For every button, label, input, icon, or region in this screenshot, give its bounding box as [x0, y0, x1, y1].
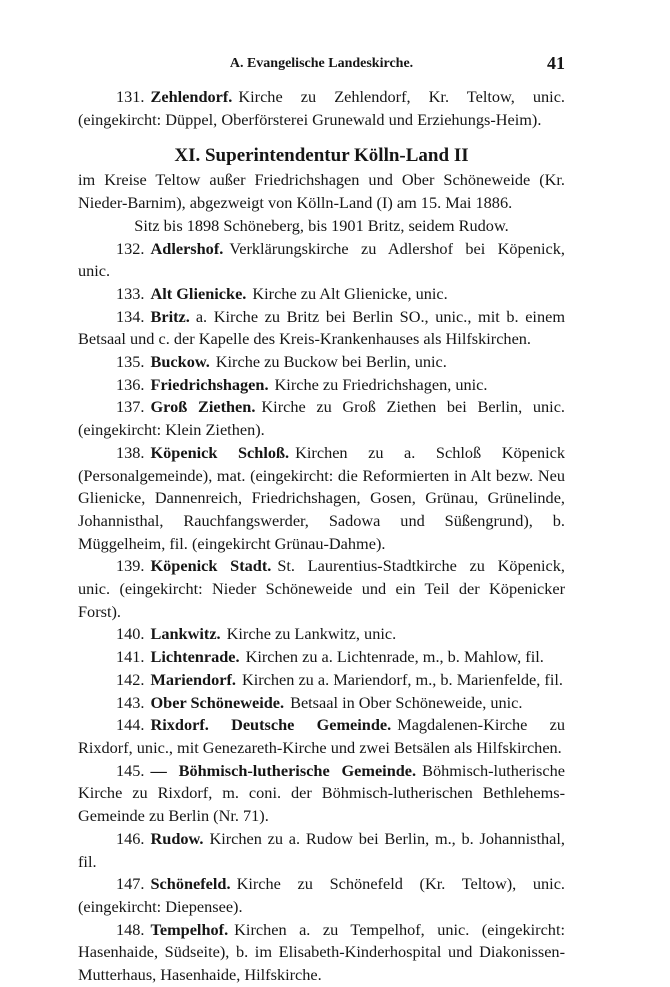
entry-text: Kirche zu Zehlendorf, Kr. Teltow, unic. (eingekircht: Düppel, Oberförsterei Grunewald und Erziehungs-Heim).	[78, 87, 565, 129]
top-entries	[78, 86, 565, 131]
entry-name: — Böhmisch-lutherische Gemeinde.	[150, 760, 417, 780]
parish-entry	[78, 238, 565, 283]
parish-entry	[78, 283, 565, 306]
entry-number: 146.	[116, 828, 145, 848]
entry-text: Verklärungskirche zu Adlershof bei Köpenick, unic.	[78, 238, 565, 281]
entry-number: 139.	[116, 556, 145, 576]
entry-text: Kirchen zu a. Rudow bei Berlin, m., b. Johannisthal, fil.	[78, 828, 565, 871]
parish-entry	[78, 760, 565, 828]
section-title: XI. Superintendentur Kölln-Land II	[174, 145, 469, 167]
entry-text: Betsaal in Ober Schöneweide, unic.	[290, 692, 523, 712]
parish-entry	[78, 669, 565, 692]
parish-entry	[78, 374, 565, 397]
entry-number: 137.	[116, 397, 145, 417]
page-body	[78, 86, 565, 987]
entry-name: Britz.	[150, 306, 190, 326]
entry-text: Kirchen zu a. Mariendorf, m., b. Marienfelde, fil.	[241, 669, 563, 689]
entry-name: Rudow.	[150, 828, 204, 848]
parish-entry	[78, 919, 565, 987]
entry-name: Buckow.	[150, 352, 210, 372]
entry-name: Adlershof.	[150, 238, 224, 258]
entry-number: 131.	[116, 87, 145, 106]
entry-name: Köpenick Schloß.	[150, 442, 290, 462]
entry-name: Lankwitz.	[150, 624, 221, 644]
entry-name: Tempelhof.	[150, 919, 229, 939]
parish-entry	[78, 828, 565, 873]
section-intro: im Kreise Teltow außer Friedrichshagen und Ober Schöneweide (Kr. Nieder-Barnim), abgezweigt von Kölln-Land (I) am 15. Mai 1886.	[78, 170, 565, 213]
parish-entry	[78, 714, 565, 759]
parish-entry	[78, 873, 565, 918]
entry-number: 143.	[116, 692, 145, 712]
entry-number: 141.	[116, 647, 145, 667]
entry-number: 134.	[116, 306, 145, 326]
entry-name: Ober Schöneweide.	[150, 692, 285, 712]
parish-entry	[78, 442, 565, 556]
entry-name: Mariendorf.	[150, 669, 236, 689]
entry-text: Kirche zu Groß Ziethen bei Berlin, unic. (eingekircht: Klein Ziethen).	[78, 397, 565, 440]
entry-number: 147.	[116, 874, 145, 894]
entry-number: 136.	[116, 374, 145, 394]
entry-text: Kirchen zu a. Schloß Köpenick (Personalgemeinde), mat. (eingekircht: die Reformierten in Alt bezw. Neu Glienicke, Dannenreich, Friedrichshagen, Gosen, Grünau, Grünelinde, Johannisthal, Rauchfangswerder, Sadowa und Süßengrund), b. Müggelheim, fil. (eingekircht Grünau-Dahme).	[78, 442, 565, 553]
entry-name: Zehlendorf.	[150, 87, 233, 106]
parish-entry	[78, 351, 565, 374]
section-seat: Sitz bis 1898 Schöneberg, bis 1901 Britz, seidem Rudow.	[134, 215, 509, 235]
parish-entry	[78, 692, 565, 715]
parish-entry	[78, 306, 565, 351]
entry-name: Alt Glienicke.	[150, 283, 247, 303]
entry-number: 144.	[116, 715, 145, 735]
entry-name: Schönefeld.	[150, 874, 231, 894]
entry-text: a. Kirche zu Britz bei Berlin SO., unic., mit b. einem Betsaal und c. der Kapelle des Kreis-Krankenhauses als Hilfskirchen.	[78, 306, 565, 349]
parish-entry	[78, 86, 565, 131]
entry-name: Rixdorf. Deutsche Gemeinde.	[150, 715, 392, 735]
page-header	[78, 52, 565, 76]
parish-entry	[78, 623, 565, 646]
entry-number: 145.	[116, 760, 145, 780]
entry-number: 135.	[116, 352, 145, 372]
entry-text: Böhmisch-lutherische Kirche zu Rixdorf, m. coni. der Böhmisch-lutherischen Bethlehems-Gemeinde zu Berlin (Nr. 71).	[78, 760, 565, 826]
entry-name: Friedrichshagen.	[150, 374, 269, 394]
entry-text: Kirche zu Lankwitz, unic.	[226, 624, 397, 644]
entry-text: Magdalenen-Kirche zu Rixdorf, unic., mit Genezareth-Kirche und zwei Betsälen als Hilfskirchen.	[78, 715, 566, 757]
entry-text: Kirche zu Buckow bei Berlin, unic.	[215, 352, 447, 372]
entry-number: 148.	[116, 919, 145, 939]
entry-number: 140.	[116, 624, 145, 644]
entry-text: Kirche zu Schönefeld (Kr. Teltow), unic. (eingekircht: Diepensee).	[78, 874, 565, 916]
entry-text: Kirchen zu a. Lichtenrade, m., b. Mahlow, fil.	[245, 647, 544, 667]
entry-number: 132.	[116, 238, 145, 258]
entry-name: Lichtenrade.	[150, 647, 240, 667]
entry-number: 133.	[116, 283, 145, 303]
entry-name: Groß Ziethen.	[150, 397, 256, 417]
parish-entry	[78, 646, 565, 669]
page-number: 41	[547, 53, 565, 73]
entry-number: 142.	[116, 669, 145, 689]
entry-text: Kirchen a. zu Tempelhof, unic. (eingekircht: Hasenhaide, Südseite), b. im Elisabeth-Kinderhospital und Diakonissen-Mutterhaus, Hasenhaide, Hilfskirche.	[78, 919, 565, 985]
parish-entry	[78, 396, 565, 441]
running-title: A. Evangelische Landeskirche.	[229, 56, 414, 71]
entry-name: Köpenick Stadt.	[150, 556, 272, 576]
entry-text: Kirche zu Alt Glienicke, unic.	[252, 283, 448, 303]
entry-number: 138.	[116, 442, 145, 462]
entries-list	[78, 238, 565, 987]
parish-entry	[78, 555, 565, 623]
entry-text: St. Laurentius-Stadtkirche zu Köpenick, unic. (eingekircht: Nieder Schöneweide und ein Teil der Köpenicker Forst).	[78, 556, 565, 621]
entry-text: Kirche zu Friedrichshagen, unic.	[274, 374, 488, 394]
